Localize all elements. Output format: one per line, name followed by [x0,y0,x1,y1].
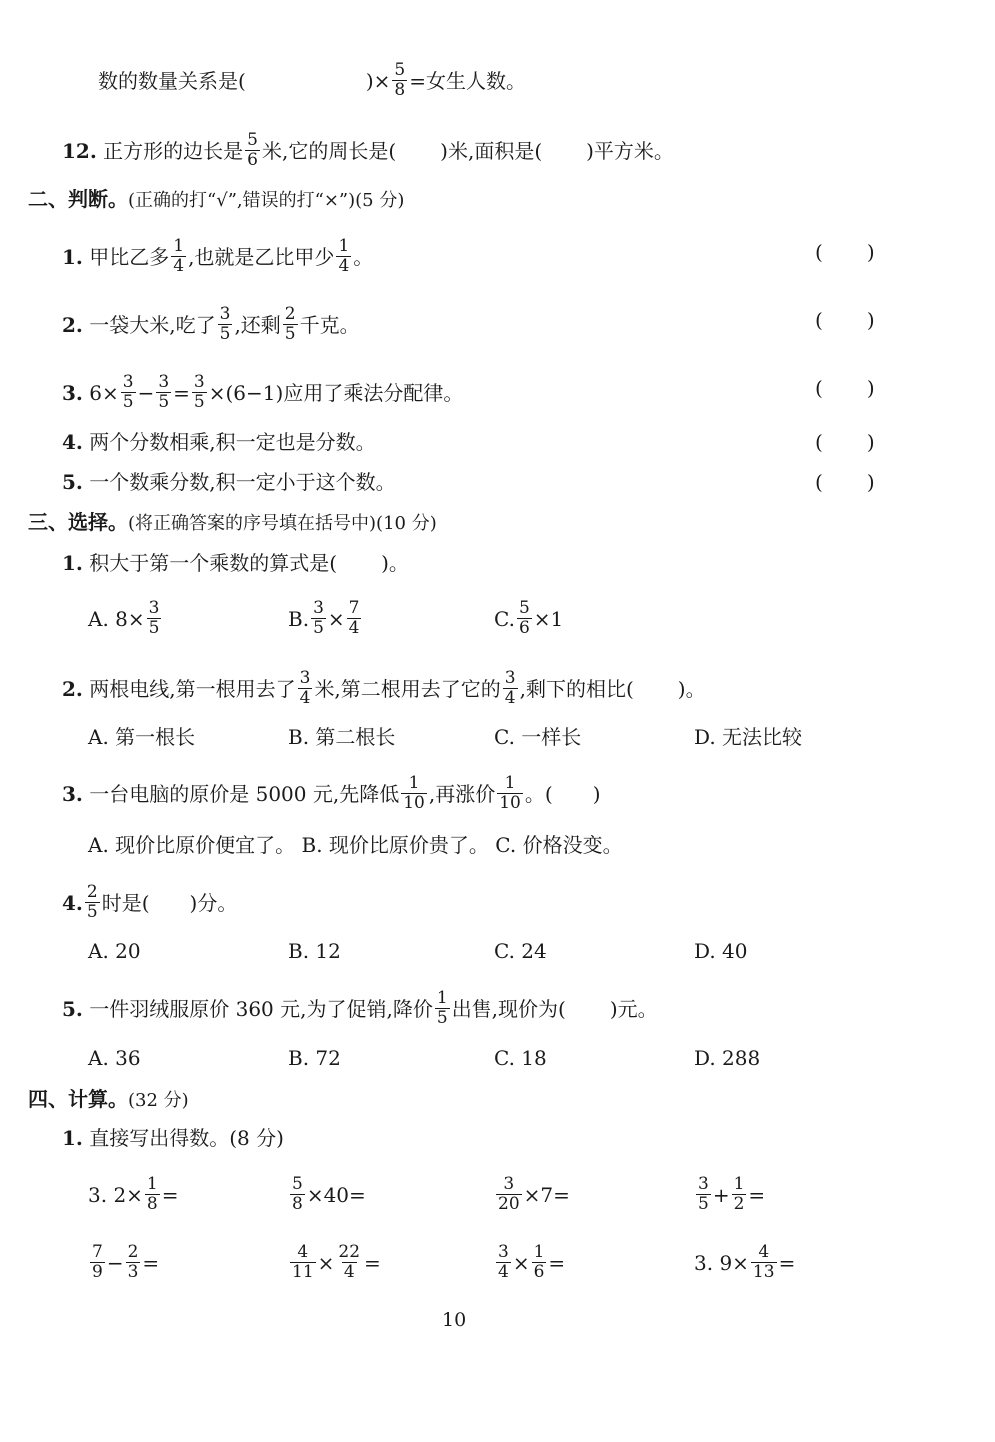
choice-q2-option-c[interactable]: C. 一样长 [494,725,582,749]
q11-text: 数的数量关系是( [98,69,246,93]
choice-q5-option-c[interactable]: C. 18 [494,1046,547,1070]
fraction: $\frac{4}{13}$ [752,1242,775,1282]
fraction: $\frac{5}{8}$ [394,60,406,100]
choice-q1: 1. 积大于第一个乘数的算式是( )。 [62,551,409,575]
fraction: $\frac{5}{6}$ [247,130,258,170]
fraction: $\frac{1}{5}$ [436,988,448,1028]
q11-continuation [98,60,526,101]
judge-q2: 2. 一袋大米,吃了 $\frac{3}{5}$ ,还剩 $\frac{2}{5}$ 千克。 [62,304,360,344]
fraction: $\frac{3}{4}$ [504,668,516,708]
judge-q3: 3. 6× $\frac{3}{5}$ − $\frac{3}{5}$ = $\frac{3}{5}$ ×(6−1)应用了乘法分配律。 [62,372,464,412]
choice-q5-option-d[interactable]: D. 288 [694,1046,761,1070]
fraction: $\frac{3}{5}$ [193,372,205,412]
fraction: $\frac{2}{3}$ [127,1242,139,1282]
calc-item: 3. 2× $\frac{1}{8}$ = [88,1174,179,1214]
judge-q5: 5. 一个数乘分数,积一定小于这个数。 [62,470,396,494]
fraction: $\frac{5}{8}$ [292,1174,303,1214]
calc-item: 3. 9× $\frac{4}{13}$ = [694,1242,796,1282]
fraction: $\frac{3}{4}$ [498,1242,509,1282]
fraction: $\frac{7}{4}$ [348,598,360,638]
calc-q1: 1. 直接写出得数。(8 分) [62,1126,284,1150]
fraction: $\frac{3}{5}$ [698,1174,709,1214]
fraction: $\frac{2}{5}$ [284,304,296,344]
choice-q1-option-c[interactable]: C. $\frac{5}{6}$ ×1 [494,598,564,638]
fraction: $\frac{3}{5}$ [122,372,134,412]
fraction: $\frac{1}{10}$ [403,773,425,813]
choice-q3: 3. 一台电脑的原价是 5000 元,先降低 $\frac{1}{10}$ ,再涨价 $\frac{1}{10}$ 。( ) [62,773,601,813]
choice-q4-option-d[interactable]: D. 40 [694,939,748,963]
fraction: $\frac{4}{11}$ [292,1242,314,1282]
choice-q3-options[interactable]: A. 现价比原价便宜了。 B. 现价比原价贵了。 C. 价格没变。 [88,833,623,857]
choice-q5: 5. 一件羽绒服原价 360 元,为了促销,降价 $\frac{1}{5}$ 出售,现价为( )元。 [62,988,658,1028]
choice-q2-option-b[interactable]: B. 第二根长 [288,725,396,749]
answer-parentheses[interactable]: ( ) [815,308,875,332]
fraction: $\frac{3}{20}$ [498,1174,520,1214]
choice-q2-option-a[interactable]: A. 第一根长 [88,725,196,749]
answer-parentheses[interactable]: ( ) [815,430,875,454]
choice-q1-option-a[interactable]: A. 8× $\frac{3}{5}$ [88,598,160,638]
judge-q4: 4. 两个分数相乘,积一定也是分数。 [62,430,376,454]
fraction: $\frac{1}{4}$ [338,236,350,276]
calc-item: $\frac{3}{5}$ + $\frac{1}{2}$ = [698,1174,766,1214]
choice-q5-option-a[interactable]: A. 36 [88,1046,141,1070]
choice-q1-option-b[interactable]: B. $\frac{3}{5}$ × $\frac{7}{4}$ [288,598,360,638]
calc-item: $\frac{3}{20}$ ×7= [498,1174,570,1214]
fraction: $\frac{3}{5}$ [148,598,160,638]
answer-parentheses[interactable]: ( ) [815,470,875,494]
q11-mid: )× [365,69,391,93]
q11-end: =女生人数。 [409,69,526,93]
fraction: $\frac{1}{4}$ [173,236,185,276]
fraction: $\frac{22}{4}$ [338,1242,361,1282]
fraction: $\frac{1}{2}$ [733,1174,745,1214]
answer-parentheses[interactable]: ( ) [815,376,875,400]
calc-item: $\frac{3}{4}$ × $\frac{1}{6}$ = [498,1242,566,1282]
choice-q2: 2. 两根电线,第一根用去了 $\frac{3}{4}$ 米,第二根用去了它的 $\frac{3}{4}$ ,剩下的相比( )。 [62,668,706,708]
calc-item: $\frac{7}{9}$ − $\frac{2}{3}$ = [92,1242,160,1282]
choice-q4-option-c[interactable]: C. 24 [494,939,547,963]
fraction: $\frac{1}{6}$ [533,1242,545,1282]
section-choice-title: 三、选择。(将正确答案的序号填在括号中)(10 分) [28,510,437,534]
answer-parentheses[interactable]: ( ) [815,240,875,264]
choice-q2-option-d[interactable]: D. 无法比较 [694,725,803,749]
fraction: $\frac{2}{5}$ [86,882,98,922]
fraction: $\frac{5}{6}$ [518,598,530,638]
q12: 12. 正方形的边长是 $\frac{5}{6}$ 米,它的周长是( )米,面积是( )平方米。 [62,130,674,170]
fraction: $\frac{1}{10}$ [499,773,521,813]
judge-q1: 1. 甲比乙多 $\frac{1}{4}$ ,也就是乙比甲少 $\frac{1}{4}$ 。 [62,236,374,276]
fraction: $\frac{3}{5}$ [313,598,324,638]
choice-q4-option-a[interactable]: A. 20 [88,939,141,963]
choice-q4-option-b[interactable]: B. 12 [288,939,341,963]
calc-item: $\frac{5}{8}$ ×40= [292,1174,366,1214]
section-judgement-title: 二、判断。(正确的打“√”,错误的打“×”)(5 分) [28,187,405,211]
fraction: $\frac{3}{5}$ [219,304,231,344]
fraction: $\frac{1}{8}$ [146,1174,158,1214]
choice-q5-option-b[interactable]: B. 72 [288,1046,341,1070]
page-number: 10 [442,1309,467,1331]
section-calc-title: 四、计算。(32 分) [28,1087,189,1111]
fraction: $\frac{3}{5}$ [158,372,170,412]
fraction: $\frac{3}{4}$ [299,668,311,708]
calc-item: $\frac{4}{11}$ × $\frac{22}{4}$ = [292,1242,381,1282]
choice-q4: 4. $\frac{2}{5}$ 时是( )分。 [62,882,238,922]
fraction: $\frac{7}{9}$ [92,1242,103,1282]
